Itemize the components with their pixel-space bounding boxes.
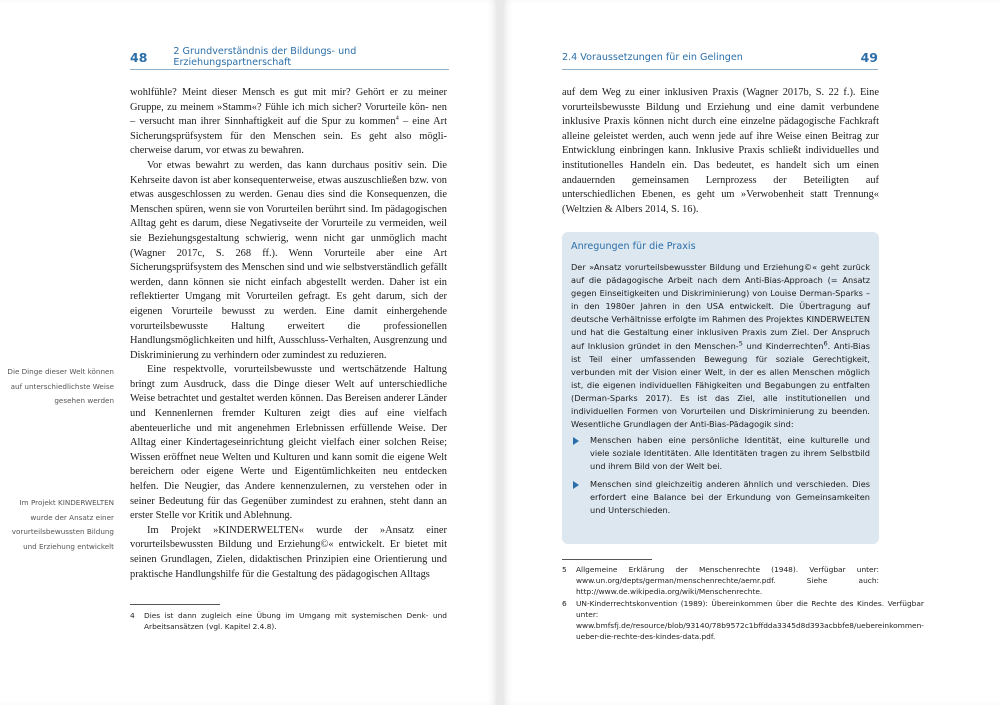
footnote-4 — [130, 610, 447, 632]
right-page — [503, 0, 1000, 705]
line: – eine — [398, 116, 430, 128]
list-item-text: Menschen haben eine persönliche Identität, eine kulturelle und viele soziale Identitäten. Alle Identitäten tragen zu ihrem Selbstbild und ihrem Bild von der Welt bei. — [590, 435, 870, 472]
footnote-text: UN-Kinderrechtskonvention (1989): Übereinkommen über die Rechte des Kindes. Verfügbar unter: www.bmfsfj.de/resource/blob/93140/78b9572c1bffdda3345d8d393acbbfe8/uebereinkommen-ueber-die-rechte-des-kindes-data.pdf. — [576, 598, 924, 642]
line: Art Sicherungsprüfsystem für den Menschen sein. Es geht also mögli- — [130, 116, 447, 142]
right-running-head: 2.4 Voraussetzungen für ein Gelingen — [562, 51, 743, 63]
line: Gruppe, zu meinem »Stamm«? Fühle ich mich sicher? Vorurteile kön- — [130, 101, 429, 113]
right-page-header — [562, 47, 878, 67]
left-footnotes — [130, 610, 447, 632]
left-header-rule — [130, 69, 449, 70]
margin-note-1: Die Dinge dieser Welt können auf unterschiedlichste Weise gesehen werden — [7, 367, 114, 406]
line: cherweise darum, vor etwas zu bewahren. — [130, 145, 304, 157]
footnote-6 — [562, 598, 924, 643]
right-header-rule — [562, 69, 878, 70]
footnote-5 — [562, 564, 879, 598]
triangle-bullet-icon — [573, 437, 579, 445]
list-item — [571, 434, 870, 473]
right-page-number: 49 — [860, 49, 878, 65]
footnote-number: 4 — [130, 611, 135, 620]
box-text-part: und Kinderrechten — [742, 340, 824, 351]
right-body-text — [562, 86, 879, 217]
practice-box-title: Anregungen für die Praxis — [571, 241, 696, 252]
footnote-ref-4: 4 — [395, 114, 399, 122]
left-paragraph-2: Vor etwas bewahrt zu werden, das kann durchaus positiv sein. Die Kehrseite davon ist aber konsequenterweise, etwas auszuschließen bzw. von etwas ausgeschlossen zu werden. Genau dies sind die Konsequenzen, die Menschen spüren, wenn sie von Vorurteilen berührt sind. Im pädagogischen Alltag geht es darum, diese Negativseite der Vorurteile zu vermeiden, weil sie Beziehungsgestaltung schwierig, wenn nicht gar unmöglich macht (Wagner 2017c, S. 268 ff.). Wenn Vorurteile aber eine Art Sicherungsprüfsystem des Menschen sind und wie selbstverständlich gefällt werden, dann können sie nicht einfach abgestellt werden. Daher ist ein reflektierter Umgang mit Vorurteilen gefragt. Es geht darum, sich der eigenen Vorurteile bewusst zu werden. Eine damit einhergehende vorurteilsbewusste Haltung erweitert die professionellen Handlungsmöglichkeiten und hilft, Ausschluss-Verhalten, Ausgrenzung und Diskriminierung zu verhindern oder zumindest zu reduzieren. — [130, 159, 447, 361]
left-paragraph-3: Eine respektvolle, vorurteilsbewusste und wertschätzende Haltung bringt zum Ausdruck, dass die Dinge dieser Welt auf unterschiedliche Weise betrachtet und gestaltet werden können. Das Bereisen anderer Länder und Kennenlernen fremder Kulturen zeigt dies auf eine vielfach abenteuerliche und mit angenehmen Erlebnissen erfüllende Weise. Der Alltag einer Kindertageseinrichtung gleicht vielfach einer solchen Reise; Wissen eröffnet neue Welten und Kulturen und kann somit die eigene Welt bereichern oder eigene Werte und Eigentümlichkeiten neu entdecken helfen. Die Neugier, das Andere kennenzulernen, zu verstehen oder in seiner Bedeutung für das Gegenüber zumindest zu erahnen, steht dann an erster Stelle vor Kritik und Ablehnung. — [130, 364, 447, 522]
triangle-bullet-icon — [573, 481, 579, 489]
footnote-ref-6: 6 — [823, 338, 828, 347]
footnote-number: 5 — [562, 565, 567, 574]
box-text-part: Der »Ansatz vorurteilsbewusster Bildung und Erziehung©« geht zurück auf die pädagogische Arbeit nach dem Anti-Bias-Approach (= Ansatz gegen Einseitigkeiten und Diskriminierung) von Louise Derman-Sparks – in den 1980er Jahren in den USA entwickelt. Die Übertragung auf deutsche Verhältnisse erfolgte im Rahmen des Projektes KINDERWELTEN und hat die Gestaltung einer inklusiven Praxis zum Ziel. Der Anspruch auf Inklusion gründet in den Menschen- — [571, 262, 870, 351]
list-item-text: Menschen sind gleichzeitig anderen ähnlich und verschieden. Dies erfordert eine Balance bei der Erkundung von Gemeinsamkeiten und Unterschieden. — [590, 478, 870, 515]
left-footnote-rule — [130, 604, 220, 605]
practice-box-text — [571, 261, 870, 431]
list-item — [571, 478, 870, 517]
footnote-text: Dies ist dann zugleich eine Übung im Umgang mit systemischen Denk- und Arbeitsansätzen (vgl. Kapitel 2.4.8). — [144, 611, 447, 632]
footnote-ref-5: 5 — [738, 338, 743, 347]
right-footnotes — [562, 564, 924, 642]
left-body-text — [130, 86, 447, 582]
right-paragraph-1: auf dem Weg zu einer inklusiven Praxis (Wagner 2017b, S. 22 f.). Eine vorurteilsbewusste Bildung und Erziehung und eine damit verbundene inklusive Praxis können nicht durch eine einzelne pädagogische Fachkraft alleine geleistet werden, auch wenn jede auf ihre Weise einen Beitrag zur Entwicklung einbringen kann. Inklusive Praxis schließt individuelles und institutionelles Handeln ein. Das bedeutet, es handelt sich um einen andauernden gemeinsamen Lernprozess der Beteiligten auf unterschiedlichen Ebenen, es geht um »Verwobenheit statt Trennung« (Weltzien & Albers 2014, S. 16). — [562, 87, 879, 215]
practice-box-list — [571, 434, 870, 517]
line: wohlfühle? Meint dieser Mensch es gut mit mir? Gehört er zu meiner — [130, 87, 447, 98]
practice-box — [562, 232, 879, 544]
left-page-number: 48 — [130, 49, 148, 65]
left-page — [0, 0, 497, 705]
left-paragraph-4: Im Projekt »KINDERWELTEN« wurde der »Ansatz einer vorurteilsbewussten Bildung und Erziehung©« entwickelt. Er bietet mit seinen Grundlagen, Zielen, didaktischen Prinzipien eine Orientierung und praktische Handlungshilfe für die Gestaltung des pädagogischen Alltags — [130, 524, 447, 580]
right-footnote-rule — [562, 559, 652, 560]
left-paragraph-1 — [130, 86, 447, 159]
margin-note-2: Im Projekt KINDERWELTEN wurde der Ansatz einer vorurteilsbewussten Bildung und Erziehung entwickelt — [11, 498, 114, 551]
box-text-part: . Anti-Bias ist Teil einer umfassenden Bewegung für soziale Gerechtigkeit, verbunden mit der Vision einer Welt, in der es allen Menschen möglich ist, die eigenen individuellen Fähigkeiten und Begabungen zu entfalten (Derman-Sparks 2017). Es ist das Ziel, alle institutionellen und individuellen Formen von Vorurteilen und Diskriminierung zu beenden. Wesentliche Grundlagen der Anti-Bias-Pädagogik sind: — [571, 340, 870, 430]
footnote-number: 6 — [562, 598, 567, 608]
left-running-head: 2 Grundverständnis der Bildungs- und Erziehungspartnerschaft — [173, 46, 357, 68]
left-page-header — [130, 47, 449, 67]
footnote-text: Allgemeine Erklärung der Menschenrechte (1948). Verfügbar unter: www.un.org/depts/german/menschenrechte/aemr.pdf. Siehe auch: http://www.de.wikipedia.org/wiki/Menschenrechte. — [576, 565, 879, 597]
line: nen – versucht man ihrer Sinnhaftigkeit auf die Spur zu kommen — [130, 101, 447, 128]
